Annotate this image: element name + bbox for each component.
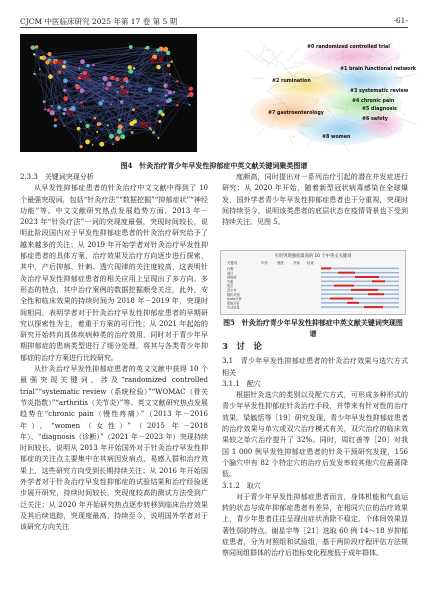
burst-col-strength: 强度 (277, 261, 284, 265)
burst-timeline (321, 281, 399, 283)
network-node (97, 122, 101, 126)
network-node (80, 88, 85, 93)
section-3-1-1-heading: 3.1.1 配穴 (222, 379, 261, 388)
network-node (168, 98, 172, 102)
network-node (110, 103, 112, 105)
network-node (128, 65, 132, 69)
cluster-edge (287, 48, 298, 61)
network-node (103, 76, 108, 81)
node-label-4: 电针 (65, 111, 74, 116)
burst-keyword: 生活质量 (227, 305, 240, 310)
network-node (80, 101, 82, 103)
network-edge (41, 53, 168, 58)
node-label-1: 抑郁症 (50, 61, 64, 66)
journal-header: CJCM 中医临床研究 2025 年第 17 卷 第 5 期 (20, 17, 178, 26)
network-node (171, 60, 173, 62)
network-node (158, 110, 163, 115)
network-node (47, 109, 50, 112)
right-column-top (222, 172, 408, 228)
cluster-edge (288, 136, 296, 138)
keyword-network-map (20, 34, 197, 152)
network-node (48, 74, 53, 79)
network-graph-svg (20, 34, 197, 152)
network-node (129, 45, 133, 49)
network-node (99, 142, 104, 147)
network-node (189, 104, 191, 106)
network-node (96, 131, 98, 133)
network-node (39, 68, 41, 70)
network-node (152, 131, 155, 134)
network-node (80, 59, 85, 64)
burst-timeline (321, 268, 399, 270)
burst-keyword: meta分析 (227, 297, 242, 302)
section-2-3-3-heading: 2.3.3 关键词突现分析 (20, 173, 94, 181)
keyword-burst-table (220, 250, 406, 315)
cluster-edge (400, 109, 405, 116)
cluster-label-3: #3 systematic review (350, 89, 409, 94)
network-node (58, 70, 62, 74)
network-node (128, 69, 133, 74)
network-edge (44, 48, 148, 58)
network-node (176, 104, 179, 107)
node-label-0: 针刺 (80, 76, 89, 81)
left-paragraph-2: 从针灸治疗早发性抑郁症患者的英文文献中获得 10 个最强突现关键词，涉及“randomized controlled trial”“systematic review（系统检验）”“WOMAC（骨关节炎指数）”“arthritis（关节炎）”等。英文文献研究热点发展趋势在“chronic pain（慢性疼痛）”（2013 年－2016 年）、“women（女性）”（2015 年－2018 年）、“diagnosis（诊断）”（2021 年－2023 年）突现持续时间较长。说明从 2013 年开始国外对于针灸治疗早发性抑郁症的关注点主要集中在其病因发病点、易感人群和治疗效果上，这些研究方向受到长期持续关注；从 2016 年开始国外学者对于针灸治疗早发性抑郁症的试验结果和治疗经验逐步展开研究，持续时间较长，突现度较高的测试方法受到广泛关注；从 2020 年开始研究热点逐步转移到临床治疗效果及其后续追踪，突现度最高，持续至今，说明国外学者对于该研究方向关注 (20, 365, 208, 532)
network-node (107, 124, 109, 126)
cluster-edge (260, 42, 273, 55)
network-node (168, 90, 172, 94)
network-node (33, 73, 35, 75)
burst-keyword: 焦虑 (227, 284, 234, 289)
cluster-edge (261, 47, 264, 56)
network-node (120, 85, 123, 88)
burst-col-end: 结束 (307, 261, 314, 265)
cluster-edge (400, 74, 417, 77)
network-node (116, 91, 118, 93)
network-node (63, 96, 68, 101)
cluster-label-6: #6 safety (362, 117, 388, 122)
network-node (156, 65, 160, 69)
network-node (189, 92, 194, 97)
burst-bar (372, 280, 385, 282)
burst-timeline (321, 293, 399, 295)
network-node (176, 80, 178, 82)
cluster-edge (307, 140, 312, 146)
network-node (189, 87, 193, 91)
cluster-label-5: #5 diagnosis (362, 107, 397, 112)
node-label-3: 青少年 (150, 59, 164, 64)
cluster-edge (290, 138, 294, 146)
network-node (102, 100, 104, 102)
network-node (105, 87, 108, 90)
burst-timeline (321, 302, 399, 304)
cluster-edge (258, 127, 266, 135)
network-node (107, 82, 112, 87)
network-node (63, 89, 66, 92)
network-node (63, 125, 65, 127)
node-label-2: 针灸 (120, 91, 129, 96)
burst-bar (355, 276, 379, 278)
network-node (115, 136, 120, 141)
burst-bar (347, 302, 359, 304)
burst-col-keyword: 关键词 (227, 261, 238, 265)
network-node (158, 137, 160, 139)
network-edge (123, 130, 152, 137)
network-edge (88, 89, 191, 142)
cluster-label-4: #4 chronic pain (352, 99, 395, 104)
burst-bar (338, 272, 355, 274)
network-node (82, 71, 87, 76)
cluster-graph-svg (212, 34, 416, 152)
network-node (158, 120, 161, 123)
burst-bar (351, 289, 378, 291)
cluster-label-1: #1 brain functional network (340, 67, 416, 72)
burst-keyword: 针刺 (227, 267, 234, 271)
cluster-label-0: #0 randomized controlled trial (307, 45, 390, 50)
network-node (156, 48, 160, 52)
network-node (102, 83, 104, 85)
network-node (54, 124, 57, 127)
network-node (39, 56, 43, 60)
network-node (78, 67, 80, 69)
keyword-cluster-map (212, 34, 416, 152)
cluster-edge (251, 78, 265, 79)
network-node (33, 53, 35, 55)
burst-keyword: 失眠 (227, 279, 234, 284)
network-node (44, 108, 46, 110)
node-label-5: 焦虑 (140, 123, 149, 128)
burst-keyword: 电针 (227, 271, 234, 276)
burst-keyword: 随机对照 (227, 292, 240, 297)
network-node (48, 52, 52, 56)
burst-keyword: 系统评价 (227, 301, 240, 306)
network-node (157, 105, 159, 107)
burst-col-begin: 开始 (293, 261, 300, 265)
network-node (117, 129, 122, 134)
figure5-caption: 图5 针灸治疗青少年早发性抑郁症中英文献关键词突现图谱 (223, 318, 403, 338)
network-node (63, 78, 68, 83)
section-3-1-2-paragraph: 对于青少年早发性抑郁症患者而言，身体机能和气血运转的状态与成年抑郁症患者有差异，在相同穴位的治疗效果上，青少年患者往往呈现出症状消除不稳定，个体间效果显著性弱的特点。谢星宇等［21］选取 60 例 14～18 岁抑郁症患者，分为对照组和试验组，基于两阶段疗程评估方法规察同间组群体的治疗后指标变化程度低于成年群体。 (222, 492, 408, 558)
burst-timeline (321, 272, 399, 274)
cluster-edge (390, 39, 393, 45)
network-node (146, 46, 150, 50)
network-node (80, 145, 83, 148)
burst-bar (321, 267, 331, 269)
network-node (85, 124, 89, 128)
network-node (89, 79, 91, 81)
network-node (187, 95, 189, 97)
header-rule (20, 27, 408, 28)
left-paragraph-1: 从早发性抑郁症患者的针灸治疗中文文献中得到了 10 个最强突现词，包括“针灸疗法”“数据挖掘”“抑郁症状”“神经功能”等。中文文献研究热点发展趋势方面，2013 年－2023 年“针灸疗法”一词的突现度最强，突现时间较长，说明此阶段国内对于早发性抑郁症患者的针灸治疗研究给予了越来越多的关注；从 2019 年开始学者对针灸治疗早发性抑郁症患者的具体方案、治疗效果及治疗方向逐步进行探索，其中，产后抑郁、针刺、透穴现律的关注度较高，这表明针灸治疗早发性抑郁症患者的相关应用上呈现出了多方向、多形态的特点，其中治疗案例的数据挖掘颇受关注，此外，安全性和临床效果的持续时间为 2018 年－2019 年，突现时间相同，表明学者对于针灸治疗早发性抑郁症患者的早期研究以探索性为主，着重于方案的可行性；从 2021 年起始的研究开始转向具体疾病种类的治疗效用，同时对于青少年早期抑郁症的患病类型进行了细分处理，将其与各类青少年抑郁症的治疗方案进行比较研究。 (20, 184, 208, 362)
network-node (120, 100, 124, 104)
network-node (30, 45, 35, 50)
network-node (151, 129, 153, 131)
network-node (50, 110, 55, 115)
network-node (165, 94, 167, 96)
cluster-edge (245, 49, 263, 63)
network-node (167, 64, 170, 67)
cluster-label-8: #8 women (322, 135, 351, 140)
network-node (133, 67, 135, 69)
network-node (115, 77, 119, 81)
burst-keyword: 抑郁症 (227, 275, 237, 280)
network-node (109, 134, 114, 139)
network-node (163, 84, 167, 88)
network-node (132, 108, 135, 111)
right-paragraph-1: 度颇高，同时提出对一系列治疗引起的潜在并发症进行研究；从 2020 年开始，随着新型冠状病毒感染在全球爆发，国外学者青少年早发性抑郁症患者也于分重视，突现时间持续至今，说明该类患者的底层状态在疫情背景也下受到持续关注。见图 5。 (222, 173, 408, 227)
network-node (163, 47, 168, 52)
network-node (112, 144, 114, 146)
section-3-1-1-paragraph: 根据针灸选穴的类别以及配穴方式，可形成多种形式的青少年早发性抑郁症针灸治疗手段，并带来有针对性的治疗效果。梁毓恬等［19］研究发现，青少年早发性抑郁症患者的治疗效果与单穴或双穴治疗模式有关，双穴治疗的临床效果较之单穴治疗提升了 32%。同时，周红善等［20］对我国 1 000 例早发性抑郁症患者的针灸干预研究发现，156 个腧穴中有 82 个特定穴的治疗后发发率较其他穴位最著降低。 (222, 391, 408, 479)
network-node (126, 80, 129, 83)
burst-bar (368, 293, 384, 295)
cluster-edge (256, 54, 270, 64)
burst-keyword: 青少年 (227, 288, 237, 293)
network-node (35, 45, 38, 48)
burst-table-svg (221, 251, 405, 314)
section-3-1-2-heading: 3.1.2 取穴 (222, 481, 261, 490)
network-node (86, 64, 89, 67)
burst-timeline (321, 306, 399, 308)
network-node (63, 60, 66, 63)
right-column-bottom (222, 340, 408, 560)
network-node (85, 140, 90, 145)
network-node (166, 89, 168, 91)
network-node (148, 87, 153, 92)
burst-table-title: 引用突现强度最高的 10 个中英文关键词 (274, 254, 352, 259)
network-edge (158, 96, 188, 138)
section-3-heading: 3 讨 论 (222, 342, 262, 352)
network-node (57, 106, 61, 110)
network-node (131, 131, 134, 134)
burst-bar (364, 306, 383, 308)
network-node (173, 91, 175, 93)
network-node (50, 105, 52, 107)
network-node (92, 144, 94, 146)
cluster-label-7: #7 gastroenterology (268, 111, 324, 116)
network-node (94, 117, 97, 120)
network-edge (64, 114, 123, 137)
network-node (43, 100, 46, 103)
network-node (118, 124, 123, 129)
network-node (120, 134, 125, 139)
network-node (80, 121, 82, 123)
network-node (110, 76, 114, 80)
section-3-1-heading: 3.1 青少年早发性抑郁症患者的针灸治疗效果与选穴方式相关 (222, 357, 408, 377)
left-column (20, 172, 208, 534)
network-node (77, 127, 81, 131)
network-node (118, 119, 120, 121)
network-node (54, 118, 57, 121)
network-node (98, 101, 102, 105)
burst-col-year: 年份 (261, 261, 268, 265)
network-node (133, 119, 137, 123)
cluster-label-2: #2 rumination (272, 79, 311, 84)
cluster-edge (266, 51, 282, 66)
network-node (76, 85, 81, 90)
burst-bar (330, 298, 353, 300)
burst-timeline (321, 285, 399, 287)
burst-bar (334, 285, 354, 287)
network-node (169, 73, 171, 75)
network-node (145, 47, 147, 49)
page-number: -61- (393, 16, 408, 25)
figure4-caption: 图4 针灸治疗青少年早发性抑郁症中英文献关键词聚类图谱 (120, 161, 308, 170)
network-node (80, 73, 82, 75)
network-node (92, 64, 94, 66)
